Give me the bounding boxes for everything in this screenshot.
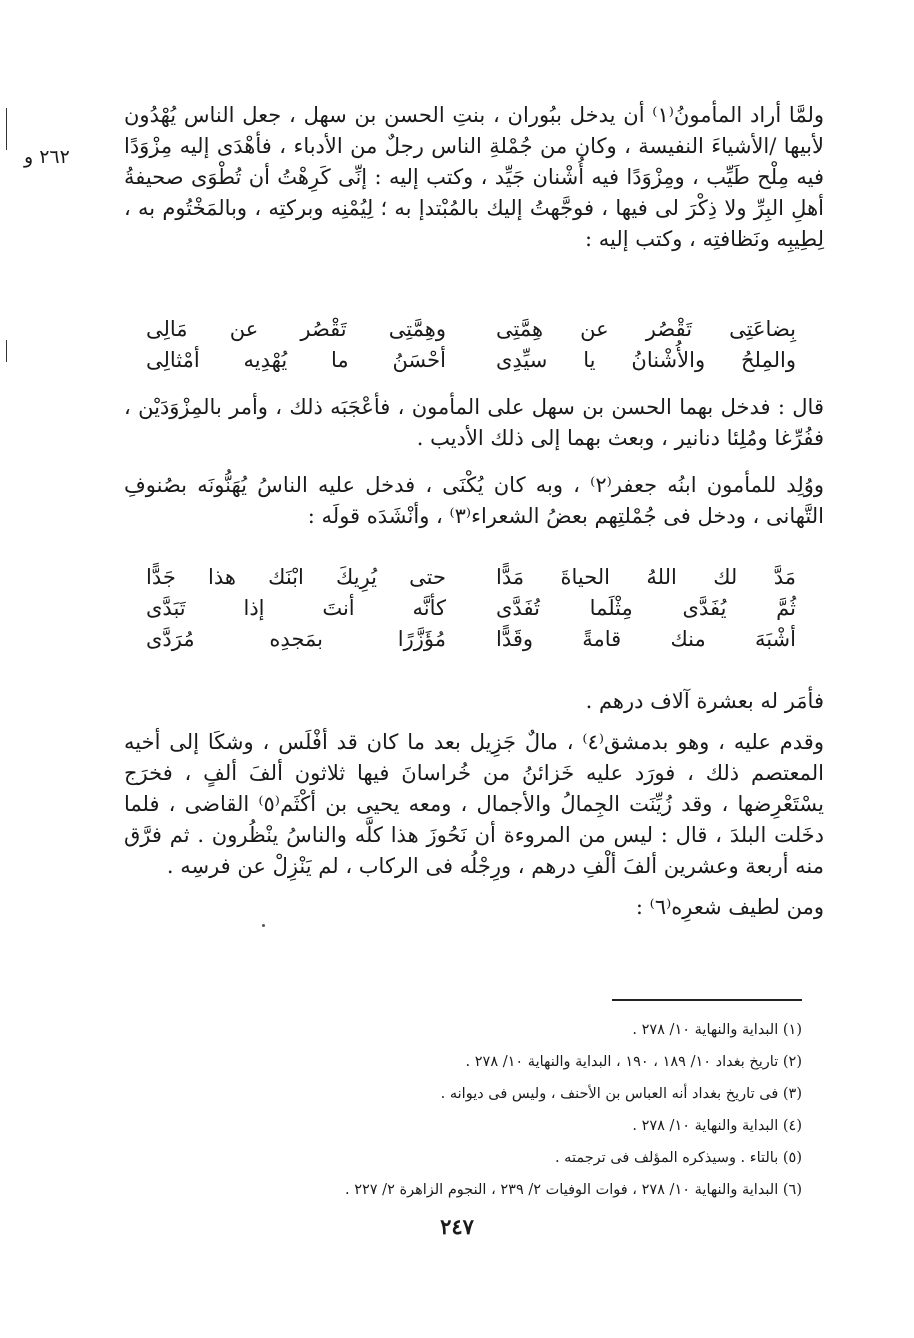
main-text-section-3 xyxy=(124,686,824,923)
verse xyxy=(146,593,796,624)
verse-second-hemistich: حتى يُرِيكَ ابْنَك هذا جَدًّا xyxy=(146,565,446,589)
verse-first-hemistich: أشْبَهَ منك قامةً وقَدًّا xyxy=(496,627,796,651)
page-number: ٢٤٧ xyxy=(440,1214,474,1239)
main-text-section-1 xyxy=(124,100,824,255)
paragraph: ولمَّا أراد المأمونُ⁽١⁾ أن يدخل ببُوران ، بنتِ الحسن بن سهل ، جعل الناس يُهْدُون لأبيها /الأشياءَ النفيسة ، وكان من جُمْلةِ الناس رجلٌ من الأدباء ، فأهْدَى إليه مِزْوَدًا فيه مِلْح طَيِّب ، ومِزْوَدًا فيه أُشْنان جَيِّد ، وكتب إليه : إنِّى كَرِهْتُ أن تُطْوَى صحيفةُ أهلِ البِرِّ ولا ذِكْرَ لى فيها ، فوجَّهتُ إليك بالمُبْتدإ به ؛ لِيُمْنِه وبركتِه ، وبالمَخْتُوم به ، لِطِيبِه ونَظافتِه ، وكتب إليه : xyxy=(124,103,824,251)
verse-first-hemistich: مَدَّ لك اللهُ الحياةَ مَدًّا xyxy=(496,565,796,589)
paragraph: ووُلِد للمأمون ابنُه جعفر⁽٢⁾ ، وبه كان يُكْنَى ، فدخل عليه الناسُ يُهَنُّونَه بصُنوفِ التَّهانى ، ودخل فى جُمْلتِهم بعضُ الشعراء⁽٣⁾ ، وأنْشَدَه قولَه : xyxy=(124,473,824,528)
poem-1 xyxy=(146,314,796,376)
verse-second-hemistich: مُؤَزَّرًا بمَجدِه مُرَدَّى xyxy=(146,627,446,651)
print-speck xyxy=(262,924,265,927)
footnote: (٦) البداية والنهاية ١٠/ ٢٧٨ ، فوات الوفيات ٢/ ٢٣٩ ، النجوم الزاهرة ٢/ ٢٢٧ . xyxy=(344,1182,802,1198)
footnote: (٥) بالتاء . وسيذكره المؤلف فى ترجمته . xyxy=(554,1150,802,1166)
verse xyxy=(146,624,796,655)
paragraph: قال : فدخل بهما الحسن بن سهل على المأمون ، فأعْجَبَه ذلك ، وأمر بالمِزْوَدَيْن ، ففُرِّغا ومُلِئا دنانير ، وبعث بهما إلى ذلك الأديب . xyxy=(124,395,824,450)
verse-second-hemistich: وهِمَّتِى تَقْصُر عن مَالِى xyxy=(146,317,446,341)
verse-second-hemistich: كأنَّه أنتَ إذا تَبَدَّى xyxy=(146,596,446,620)
verse-first-hemistich: ثُمَّ يُفَدَّى مِثْلَما تُفَدَّى xyxy=(496,596,796,620)
poem-2 xyxy=(146,562,796,655)
verse xyxy=(146,562,796,593)
paragraph: ومن لطيف شعرِه⁽٦⁾ : xyxy=(635,895,824,919)
verse-first-hemistich: بِضاعَتِى تَقْصُر عن هِمَّتِى xyxy=(496,317,796,341)
main-text-section-2 xyxy=(124,392,824,532)
left-margin-rule-top xyxy=(6,108,7,150)
footnote: (٤) البداية والنهاية ١٠/ ٢٧٨ . xyxy=(632,1118,802,1134)
left-margin-rule-bottom xyxy=(6,340,7,362)
paragraph: وقدم عليه ، وهو بدمشق⁽٤⁾ ، مالٌ جَزِيل بعد ما كان قد أفْلَس ، وشكَا إلى أخيه المعتصم ذلك ، فورَد عليه خَزائنُ من خُراسانَ فيها ثلاثون ألفَ ألفٍ ، فخرَج يسْتَعْرِضها ، وقد زُيِّنَت الجِمالُ والأجمال ، ومعه يحيى بن أكْثَم⁽٥⁾ القاضى ، فلما دخَلت البلدَ ، قال : ليس من المروءة أن نَحُوزَ هذا كلَّه والناسُ ينْظُرون . ثم فرَّق منه أربعة وعشرين ألفَ ألْفِ درهم ، ورِجْلُه فى الركاب ، لم يَنْزِلْ عن فرسِه . xyxy=(124,730,824,878)
footnote: (١) البداية والنهاية ١٠/ ٢٧٨ . xyxy=(632,1022,802,1038)
footnote-separator xyxy=(612,999,802,1001)
footnote: (٢) تاريخ بغداد ١٠/ ١٨٩ ، ١٩٠ ، البداية والنهاية ١٠/ ٢٧٨ . xyxy=(465,1054,802,1070)
verse xyxy=(146,314,796,345)
margin-folio-note: ٢٦٢ و xyxy=(24,146,70,168)
verse-second-hemistich: أحْسَنُ ما يُهْدِيه أمْثالِى xyxy=(146,348,446,372)
paragraph: فأمَر له بعشرة آلاف درهم . xyxy=(585,689,824,713)
verse xyxy=(146,345,796,376)
verse-first-hemistich: والمِلحُ والأُشْنانُ يا سيِّدِى xyxy=(496,348,796,372)
footnote: (٣) فى تاريخ بغداد أنه العباس بن الأحنف ، وليس فى ديوانه . xyxy=(440,1086,802,1102)
footnotes xyxy=(182,1014,802,1206)
